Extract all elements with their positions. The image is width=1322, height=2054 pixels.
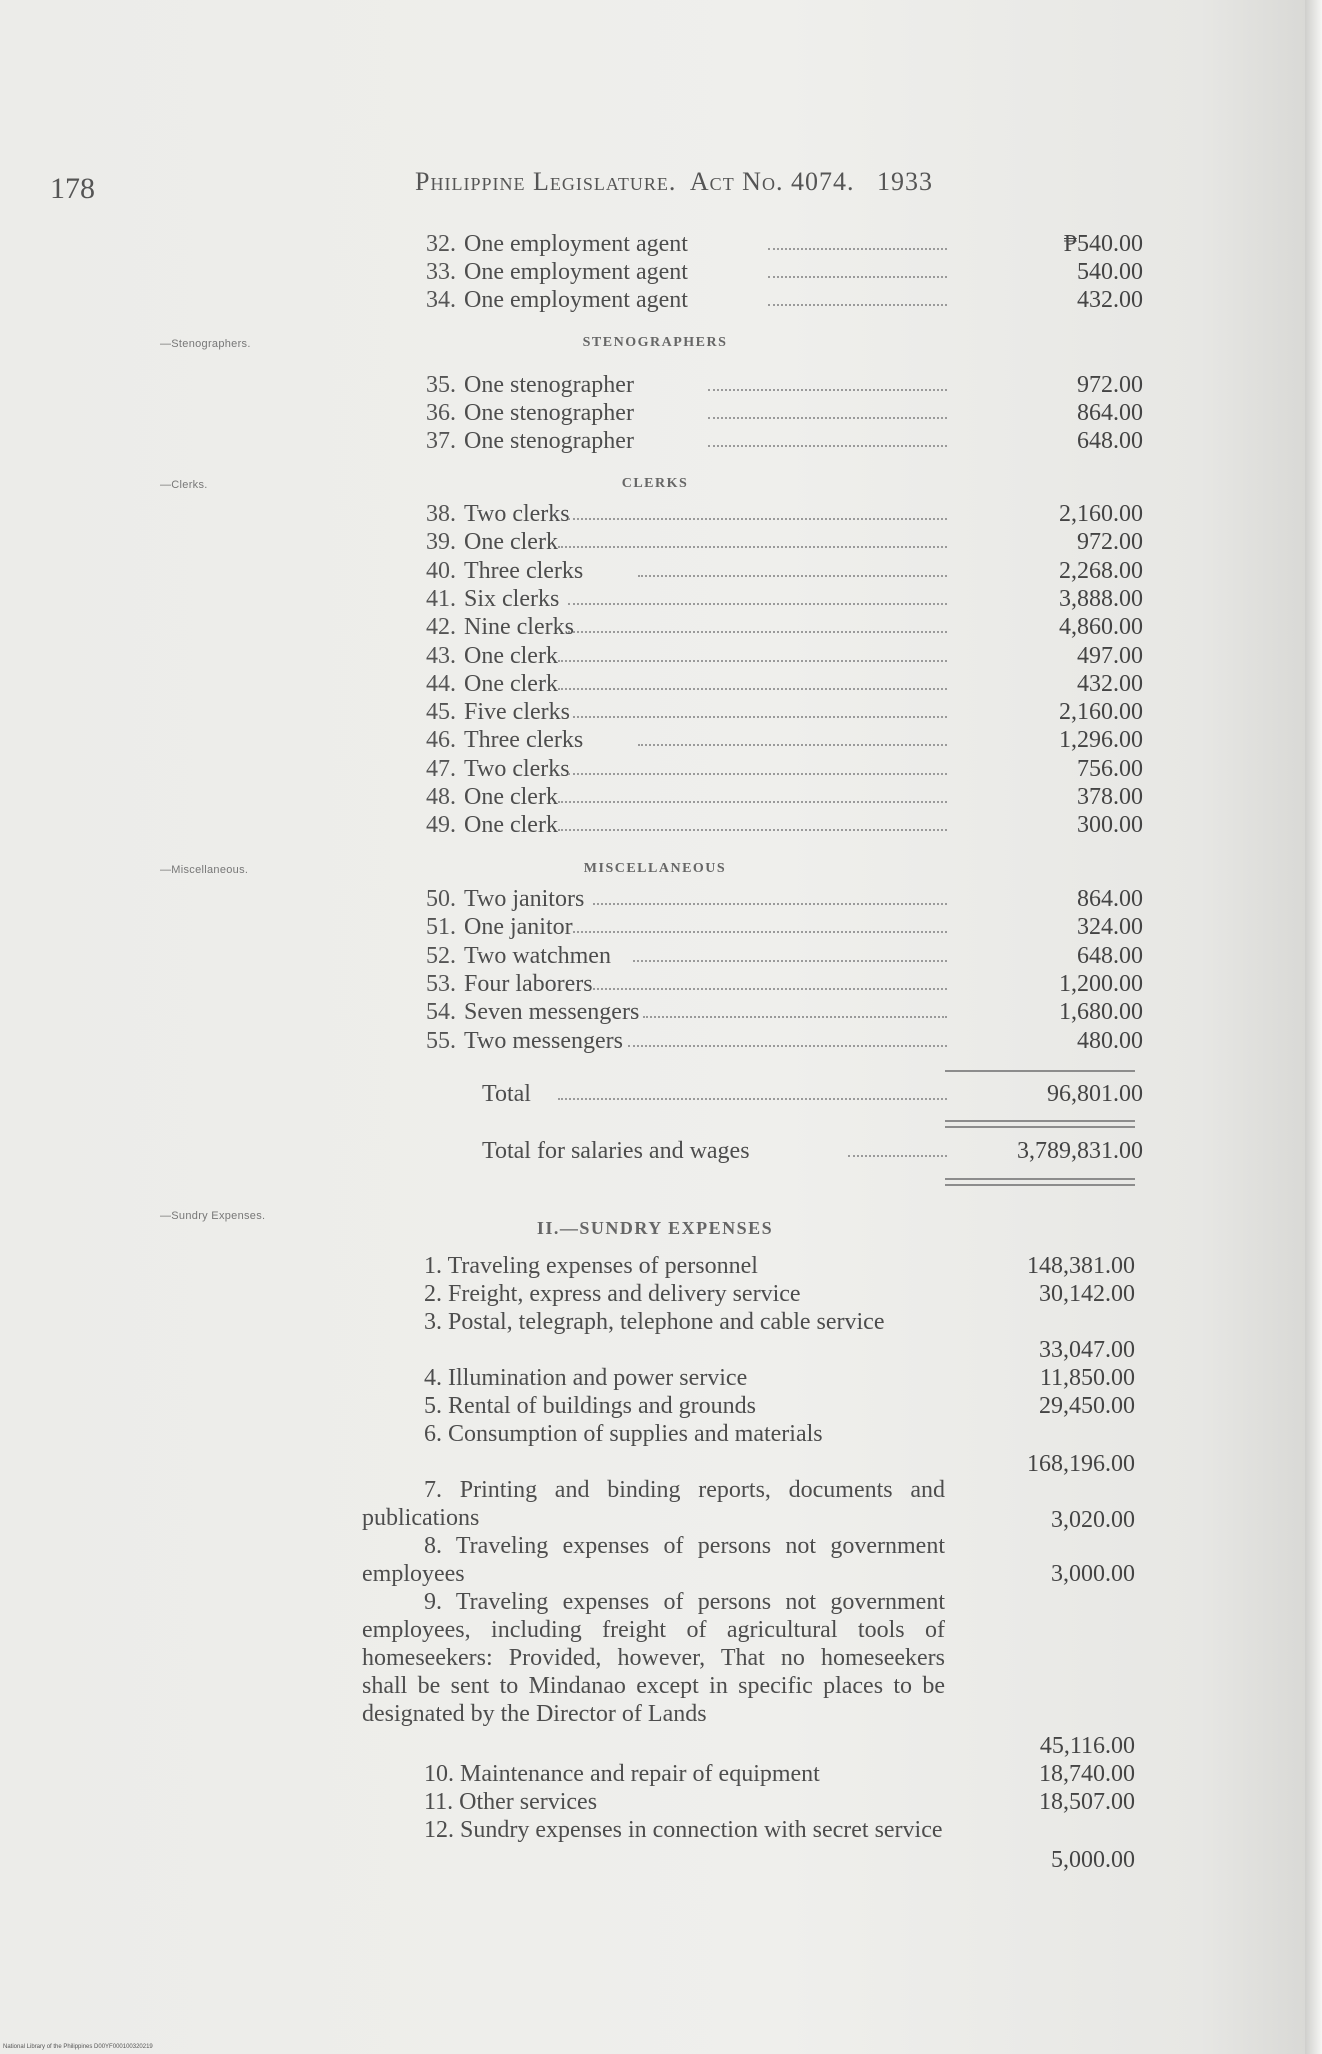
item-description: One employment agent xyxy=(464,259,688,285)
sundry-item-amount: 33,047.00 xyxy=(1039,1337,1135,1363)
table-row xyxy=(408,670,1143,698)
table-row xyxy=(408,371,1143,399)
item-number: 45. xyxy=(426,699,456,726)
salaries-total-label: Total for salaries and wages xyxy=(482,1138,750,1164)
item-number: 34. xyxy=(426,287,456,313)
sundry-item-text: 7. Printing and binding reports, documents and publications xyxy=(362,1477,945,1531)
table-row xyxy=(408,585,1143,613)
table-row xyxy=(408,642,1143,670)
item-amount: 497.00 xyxy=(1077,642,1143,669)
running-title: Philippine Legislature. xyxy=(415,167,677,196)
item-description: One stenographer xyxy=(464,372,634,398)
table-row xyxy=(408,811,1143,839)
item-description: Two watchmen xyxy=(464,942,611,969)
page-edge xyxy=(1305,0,1322,2054)
salaries-total-amount: 3,789,831.00 xyxy=(1017,1138,1143,1164)
item-description: One clerk xyxy=(464,784,558,810)
table-row xyxy=(408,913,1143,941)
table-row xyxy=(408,557,1143,585)
item-number: 38. xyxy=(426,501,456,527)
item-number: 33. xyxy=(426,259,456,285)
double-rule-bottom xyxy=(945,1184,1135,1186)
sundry-item-amount: 3,020.00 xyxy=(1051,1507,1135,1533)
item-description: Two messengers xyxy=(464,1027,623,1054)
act-number: Act No. 4074. xyxy=(689,167,855,196)
item-description: One employment agent xyxy=(464,231,688,257)
item-description: Two clerks xyxy=(464,755,570,782)
item-number: 37. xyxy=(426,428,456,454)
item-number: 52. xyxy=(426,942,456,969)
table-row xyxy=(408,755,1143,783)
item-amount: 300.00 xyxy=(1077,812,1143,839)
sundry-item-amount: 168,196.00 xyxy=(1027,1451,1135,1477)
section-heading-stenographers: STENOGRAPHERS xyxy=(582,335,728,350)
sundry-item-text: 6. Consumption of supplies and materials xyxy=(424,1421,823,1447)
item-description: One stenographer xyxy=(464,428,634,454)
sundry-item-amount: 30,142.00 xyxy=(1039,1281,1135,1307)
sundry-item-text: 3. Postal, telegraph, telephone and cable service xyxy=(424,1309,885,1335)
item-amount: 2,160.00 xyxy=(1059,699,1143,726)
sundry-item-amount: 18,507.00 xyxy=(1039,1789,1135,1815)
table-row xyxy=(408,613,1143,641)
item-description: One clerk xyxy=(464,670,558,697)
scan-credit: National Library of the Philippines D00YF000100320219 xyxy=(3,2044,153,2050)
item-amount: 1,296.00 xyxy=(1059,727,1143,754)
margin-note-clerks: —Clerks. xyxy=(160,479,208,491)
item-amount: 972.00 xyxy=(1077,372,1143,398)
table-row xyxy=(408,942,1143,970)
table-row xyxy=(408,399,1143,427)
item-amount: 4,860.00 xyxy=(1059,614,1143,641)
sundry-item-text: 12. Sundry expenses in connection with secret service xyxy=(424,1817,943,1843)
sundry-item-amount: 3,000.00 xyxy=(1051,1561,1135,1587)
item-amount: 1,680.00 xyxy=(1059,999,1143,1026)
item-number: 47. xyxy=(426,755,456,782)
item-amount: 648.00 xyxy=(1077,942,1143,969)
sundry-item-text: 9. Traveling expenses of persons not government employees, including freight of agricultural tools of homeseekers: Provided, however, That no homeseekers shall be sent to Mindanao except in specific places to be designated by the Director of Lands xyxy=(362,1589,945,1727)
table-row xyxy=(408,500,1143,528)
item-amount: 3,888.00 xyxy=(1059,585,1143,612)
item-number: 40. xyxy=(426,557,456,584)
item-description: Two clerks xyxy=(464,501,570,527)
item-number: 43. xyxy=(426,642,456,669)
section-heading-sundry: II.—SUNDRY EXPENSES xyxy=(536,1218,774,1238)
sundry-item-text: 11. Other services xyxy=(424,1789,598,1815)
item-amount: 540.00 xyxy=(1077,259,1143,285)
table-row xyxy=(408,286,1143,314)
table-row xyxy=(408,998,1143,1026)
sundry-item-amount: 45,116.00 xyxy=(1039,1733,1135,1759)
item-number: 48. xyxy=(426,784,456,810)
item-description: Seven messengers xyxy=(464,999,640,1026)
sundry-item-amount: 11,850.00 xyxy=(1039,1365,1135,1391)
item-description: One stenographer xyxy=(464,400,634,426)
sundry-item-amount: 5,000.00 xyxy=(1051,1847,1135,1873)
item-number: 44. xyxy=(426,670,456,697)
table-row xyxy=(408,698,1143,726)
section-heading-miscellaneous: MISCELLANEOUS xyxy=(583,861,727,876)
total-amount: 96,801.00 xyxy=(1047,1081,1143,1107)
item-amount: 756.00 xyxy=(1077,755,1143,782)
item-amount: 2,160.00 xyxy=(1059,501,1143,527)
item-number: 42. xyxy=(426,614,456,641)
item-amount: ₱540.00 xyxy=(1063,231,1143,257)
sundry-item-text: 5. Rental of buildings and grounds xyxy=(424,1393,756,1419)
item-amount: 648.00 xyxy=(1077,428,1143,454)
table-row xyxy=(408,726,1143,754)
item-description: One clerk xyxy=(464,529,558,556)
item-number: 32. xyxy=(426,231,456,257)
sundry-item-text: 8. Traveling expenses of persons not government employees xyxy=(362,1533,945,1587)
double-rule-top xyxy=(945,1120,1135,1122)
item-amount: 432.00 xyxy=(1077,287,1143,313)
item-amount: 864.00 xyxy=(1077,400,1143,426)
sundry-item-text: 4. Illumination and power service xyxy=(424,1365,748,1391)
item-number: 49. xyxy=(426,812,456,839)
table-row xyxy=(408,1027,1143,1055)
total-label: Total xyxy=(482,1081,531,1107)
margin-note-sundry: —Sundry Expenses. xyxy=(160,1210,266,1222)
item-description: Three clerks xyxy=(464,557,584,584)
margin-note-miscellaneous: —Miscellaneous. xyxy=(160,864,249,876)
total-row xyxy=(408,1080,1143,1108)
item-amount: 2,268.00 xyxy=(1059,557,1143,584)
double-rule-top xyxy=(945,1178,1135,1180)
running-header xyxy=(415,167,933,197)
sundry-item-text: 1. Traveling expenses of personnel xyxy=(424,1253,758,1279)
item-description: Nine clerks xyxy=(464,614,574,641)
item-description: Five clerks xyxy=(464,699,570,726)
item-description: Two janitors xyxy=(464,886,585,912)
item-number: 55. xyxy=(426,1027,456,1054)
item-amount: 864.00 xyxy=(1077,886,1143,912)
item-description: One clerk xyxy=(464,812,558,839)
page-number: 178 xyxy=(50,172,95,205)
item-description: One clerk xyxy=(464,642,558,669)
item-amount: 324.00 xyxy=(1077,914,1143,941)
item-number: 53. xyxy=(426,970,456,997)
total-rule xyxy=(945,1070,1135,1072)
item-number: 46. xyxy=(426,727,456,754)
item-description: Three clerks xyxy=(464,727,584,754)
header-year: 1933 xyxy=(876,167,933,196)
item-number: 36. xyxy=(426,400,456,426)
table-row xyxy=(408,230,1143,258)
item-description: One janitor xyxy=(464,914,573,941)
item-description: Four laborers xyxy=(464,970,593,997)
item-description: Six clerks xyxy=(464,585,560,612)
margin-note-stenographers: —Stenographers. xyxy=(160,338,251,350)
item-amount: 432.00 xyxy=(1077,670,1143,697)
sundry-item-amount: 148,381.00 xyxy=(1027,1253,1135,1279)
table-row xyxy=(408,427,1143,455)
item-number: 51. xyxy=(426,914,456,941)
table-row xyxy=(408,970,1143,998)
item-number: 41. xyxy=(426,585,456,612)
item-number: 39. xyxy=(426,529,456,556)
table-row xyxy=(408,258,1143,286)
item-number: 50. xyxy=(426,886,456,912)
table-row xyxy=(408,783,1143,811)
section-heading-clerks: CLERKS xyxy=(621,476,689,491)
sundry-item-text: 10. Maintenance and repair of equipment xyxy=(424,1761,820,1787)
item-amount: 1,200.00 xyxy=(1059,970,1143,997)
sundry-item-amount: 29,450.00 xyxy=(1039,1393,1135,1419)
sundry-item-amount: 18,740.00 xyxy=(1039,1761,1135,1787)
table-row xyxy=(408,528,1143,556)
item-number: 35. xyxy=(426,372,456,398)
item-amount: 972.00 xyxy=(1077,529,1143,556)
double-rule-bottom xyxy=(945,1126,1135,1128)
salaries-total-row xyxy=(408,1137,1143,1165)
item-description: One employment agent xyxy=(464,287,688,313)
item-amount: 480.00 xyxy=(1077,1027,1143,1054)
item-amount: 378.00 xyxy=(1077,784,1143,810)
item-number: 54. xyxy=(426,999,456,1026)
sundry-item-text: 2. Freight, express and delivery service xyxy=(424,1281,801,1307)
table-row xyxy=(408,885,1143,913)
